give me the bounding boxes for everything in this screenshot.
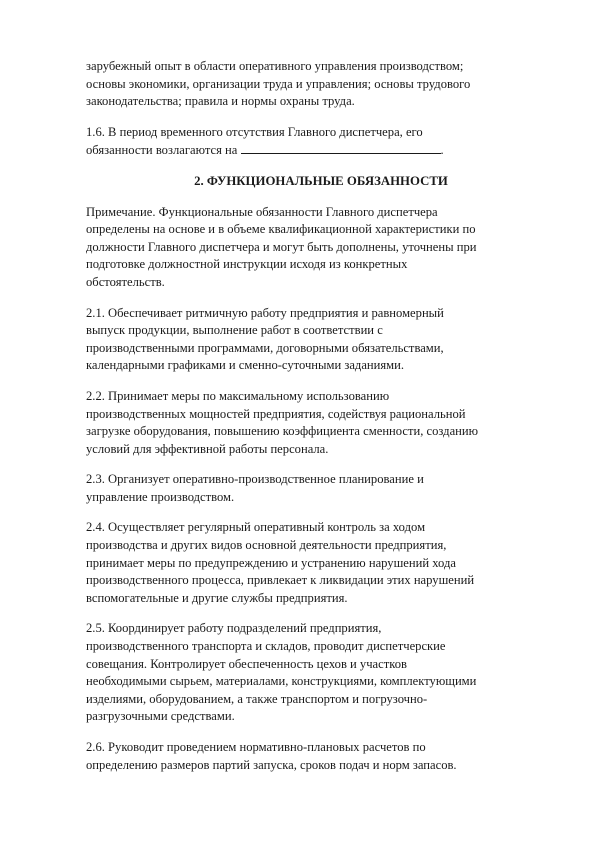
section-2-heading: 2. ФУНКЦИОНАЛЬНЫЕ ОБЯЗАННОСТИ [194, 173, 448, 188]
clause-2-1: 2.1. Обеспечивает ритмичную работу предприятия и равномерный выпуск продукции, выполнение работ в соответствии с производственными программами, договорными обязательствами, календарными графиками и сменно-суточными заданиями. [86, 305, 444, 373]
clause-1-6-end: . [440, 143, 444, 158]
clause-2-6: 2.6. Руководит проведением нормативно-плановых расчетов по определению размеров партий запуска, сроков подач и норм запасов. [86, 740, 457, 772]
intro-paragraph: зарубежный опыт в области оперативного управления производством; основы экономики, организации труда и управления; основы трудового законодательства; правила и нормы охраны труда. [86, 59, 471, 109]
note-paragraph: Примечание. Функциональные обязанности Главного диспетчера определены на основе и в объеме квалификационной характеристики по должности Главного диспетчера и могут быть дополнены, уточнены при подготовке должностной инструкции исходя из конкретных обстоятельств. [86, 204, 477, 289]
document-page [86, 58, 556, 774]
clause-1-6 [86, 124, 556, 160]
clause-2-5: 2.5. Координирует работу подразделений предприятия, производственного транспорта и складов, проводит диспетчерские совещания. Контролирует обеспеченность цехов и участков необходимыми сырьем, материалами, конструкциями, комплектующими изделиями, оборудованием, а также транспортом и погрузочно- разгрузочными средствами. [86, 621, 477, 724]
clause-2-4: 2.4. Осуществляет регулярный оперативный контроль за ходом производства и других видов основной деятельности предприятия, принимает меры по предупреждению и устранению нарушений хода производственного процесса, привлекает к ликвидации этих нарушений вспомогательные и другие службы предприятия. [86, 520, 475, 605]
clause-1-6-text: 1.6. В период временного отсутствия Главного диспетчера, его обязанности возлагаются на [86, 124, 423, 158]
clause-2-2: 2.2. Принимает меры по максимальному использованию производственных мощностей предприятия, содействуя рациональной загрузке оборудования, повышению коэффициента сменности, созданию условий для эффективной работы персонала. [86, 388, 479, 456]
blank-fill-line [241, 141, 441, 154]
clause-2-3: 2.3. Организует оперативно-производственное планирование и управление производством. [86, 472, 424, 504]
